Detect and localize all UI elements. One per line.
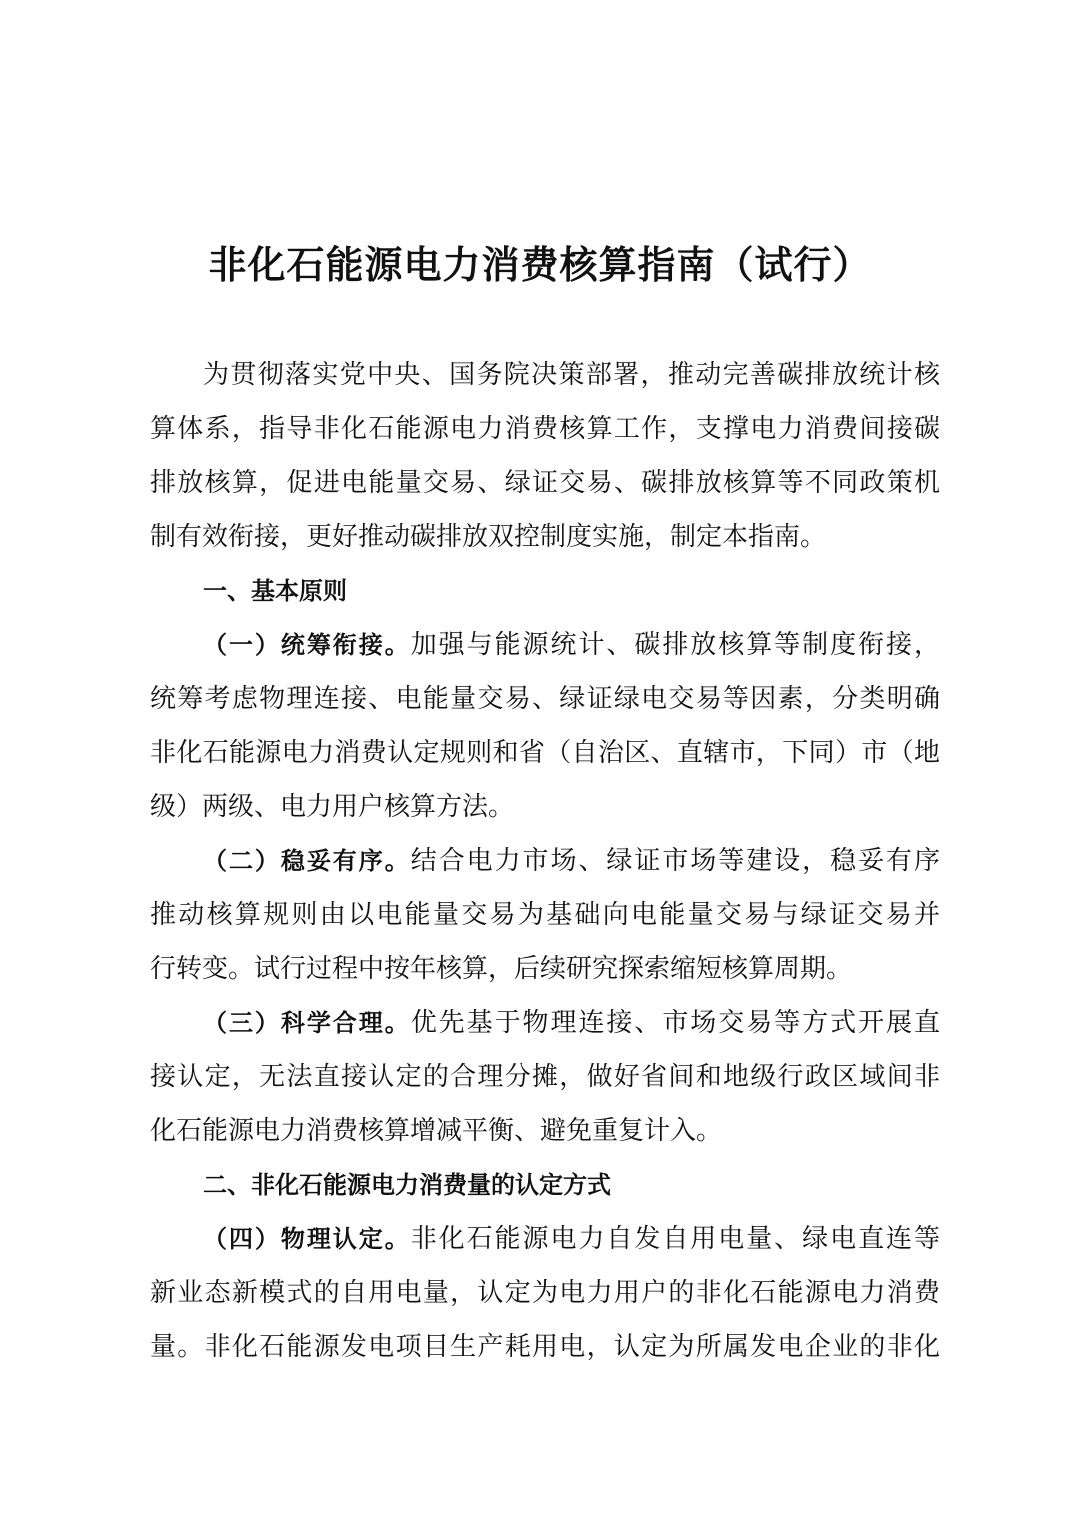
paragraph-text: 结合电力市场、绿证市场等建设，稳妥有序: [410, 846, 940, 876]
paragraph-line: [150, 996, 940, 1050]
paragraph-principle-2: [150, 834, 940, 996]
paragraph-line: [150, 1212, 940, 1266]
paragraph-text: 优先基于物理连接、市场交易等方式开展直: [410, 1008, 940, 1038]
document-body: [150, 348, 940, 1374]
paragraph-lead: （二）稳妥有序。: [203, 847, 411, 875]
paragraph-preamble: [150, 348, 940, 564]
paragraph-line: 级）两级、电力用户核算方法。: [150, 792, 515, 822]
paragraph-line: 为贯彻落实党中央、国务院决策部署，推动完善碳排放统计核: [203, 360, 940, 390]
section-heading-1: 一、基本原则: [203, 577, 347, 605]
paragraph-line: 制有效衔接，更好推动碳排放双控制度实施，制定本指南。: [150, 522, 827, 552]
paragraph-line: 接认定，无法直接认定的合理分摊，做好省间和地级行政区域间非: [150, 1062, 940, 1092]
paragraph-text: 加强与能源统计、碳排放核算等制度衔接，: [410, 630, 940, 660]
section-heading-2: 二、非化石能源电力消费量的认定方式: [203, 1171, 611, 1199]
paragraph-line: [150, 834, 940, 888]
paragraph-line: 非化石能源电力消费认定规则和省（自治区、直辖市，下同）市（地: [150, 738, 940, 768]
paragraph-line: 算体系，指导非化石能源电力消费核算工作，支撑电力消费间接碳: [150, 414, 940, 444]
paragraph-line: 新业态新模式的自用电量，认定为电力用户的非化石能源电力消费: [150, 1278, 940, 1308]
paragraph-line: 排放核算，促进电能量交易、绿证交易、碳排放核算等不同政策机: [150, 468, 940, 498]
paragraph-line: 化石能源电力消费核算增减平衡、避免重复计入。: [150, 1116, 723, 1146]
paragraph-principle-1: [150, 618, 940, 834]
paragraph-text: 非化石能源电力自发自用电量、绿电直连等: [410, 1224, 940, 1254]
paragraph-recognition-1: [150, 1212, 940, 1374]
paragraph-line: 推动核算规则由以电能量交易为基础向电能量交易与绿证交易并: [150, 900, 940, 930]
paragraph-lead: （一）统筹衔接。: [203, 631, 411, 659]
paragraph-line: 统筹考虑物理连接、电能量交易、绿证绿电交易等因素，分类明确: [150, 684, 940, 714]
paragraph-lead: （三）科学合理。: [203, 1009, 411, 1037]
paragraph-line: [150, 618, 940, 672]
paragraph-lead: （四）物理认定。: [203, 1225, 411, 1253]
paragraph-principle-3: [150, 996, 940, 1158]
paragraph-line: 量。非化石能源发电项目生产耗用电，认定为所属发电企业的非化: [150, 1332, 940, 1362]
document-title: 非化石能源电力消费核算指南（试行）: [208, 243, 872, 287]
paragraph-line: 行转变。试行过程中按年核算，后续研究探索缩短核算周期。: [150, 954, 853, 984]
